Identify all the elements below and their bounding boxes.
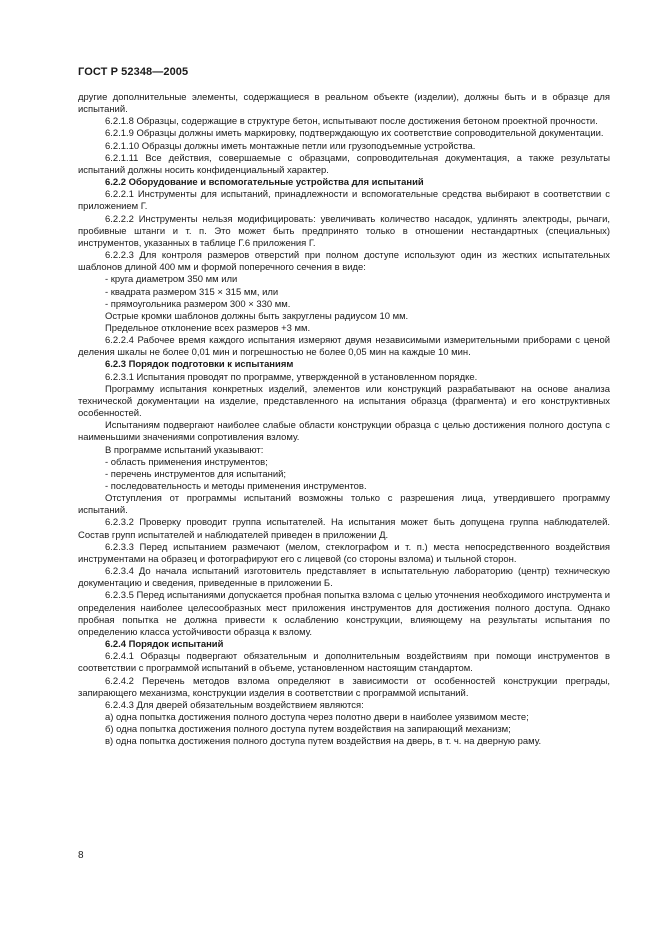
document-header: ГОСТ Р 52348—2005 <box>78 66 189 78</box>
paragraph: - область применения инструментов; <box>105 456 268 468</box>
section-heading: 6.2.2 Оборудование и вспомогательные устройства для испытаний <box>105 177 424 189</box>
paragraph: - прямоугольника размером 300 × 330 мм. <box>105 298 291 310</box>
paragraph: 6.2.4.2 Перечень методов взлома определяют в зависимости от особенностей конструкции преграды, запирающего механизма, конструкции изделия в соответствии с программой испытаний. <box>78 675 610 699</box>
paragraph: Предельное отклонение всех размеров +3 мм. <box>105 322 311 334</box>
paragraph: - квадрата размером 315 × 315 мм, или <box>105 286 279 298</box>
paragraph: 6.2.2.2 Инструменты нельзя модифицировать: увеличивать количество насадок, удлинять электроды, рычаги, пробивные штанги и т. п. Это может быть предпринято только в отношении нестандартных (специальных) инструментов, указанных в таблице Г.6 приложения Г. <box>78 213 610 249</box>
paragraph: В программе испытаний указывают: <box>105 444 264 456</box>
paragraph: в) одна попытка достижения полного доступа путем воздействия на дверь, в т. ч. на дверную раму. <box>105 736 542 748</box>
section-heading: 6.2.4 Порядок испытаний <box>105 639 224 651</box>
paragraph: Испытаниям подвергают наиболее слабые области конструкции образца с целью достижения полного доступа с наименьшими значениями сопротивления взлому. <box>78 420 610 444</box>
paragraph: 6.2.1.11 Все действия, совершаемые с образцами, сопроводительная документация, а также результаты испытаний должны носить конфиденциальный характер. <box>78 152 610 176</box>
paragraph: - перечень инструментов для испытаний; <box>105 468 287 480</box>
paragraph: Программу испытания конкретных изделий, элементов или конструкций разрабатывают на основе анализа технической документации на изделие, представленного на испытания образца (фрагмента) и его конструктивных особенностей. <box>78 383 610 420</box>
paragraph: 6.2.1.8 Образцы, содержащие в структуре бетон, испытывают после достижения бетоном проектной прочности. <box>105 116 598 128</box>
paragraph: 6.2.3.2 Проверку проводит группа испытателей. На испытания может быть допущена группа наблюдателей. Состав групп испытателей и наблюдателей приведен в приложении Д. <box>78 517 610 541</box>
paragraph: 6.2.2.1 Инструменты для испытаний, принадлежности и вспомогательные средства выбирают в соответствии с приложением Г. <box>78 189 610 213</box>
paragraph: 6.2.4.3 Для дверей обязательным воздействием являются: <box>105 699 364 711</box>
paragraph: Отступления от программы испытаний возможны только с разрешения лица, утвердившего программу испытаний. <box>78 493 610 517</box>
document-body <box>78 92 610 748</box>
paragraph: 6.2.2.3 Для контроля размеров отверстий при полном доступе используют один из жестких испытательных шаблонов длиной 400 мм и формой поперечного сечения в виде: <box>78 250 610 274</box>
paragraph: а) одна попытка достижения полного доступа через полотно двери в наиболее уязвимом месте; <box>105 711 529 723</box>
paragraph: 6.2.3.4 До начала испытаний изготовитель представляет в испытательную лабораторию (центр) техническую документацию и сведения, приведенные в приложении Б. <box>78 566 610 590</box>
paragraph: 6.2.3.5 Перед испытаниями допускается пробная попытка взлома с целью уточнения необходимого инструмента и определения наиболее целесообразных мест приложения инструментов для достижения полного доступа. Однако пробная попытка не должна привести к ослаблению конструкции, влияющему на результаты испытания по определению класса устойчивости образца к взлому. <box>78 590 610 638</box>
paragraph: - последовательность и методы применения инструментов. <box>105 481 367 492</box>
paragraph: другие дополнительные элементы, содержащиеся в реальном объекте (изделии), должны быть и в образце для испытаний. <box>78 92 610 116</box>
paragraph: 6.2.1.10 Образцы должны иметь монтажные петли или грузоподъемные устройства. <box>105 140 476 152</box>
paragraph: 6.2.2.4 Рабочее время каждого испытания измеряют двумя независимыми измерительными приборами с ценой деления шкалы не более 0,01 мин и погрешностью не более 0,05 мин на каждые 10 мин. <box>78 335 610 359</box>
section-heading: 6.2.3 Порядок подготовки к испытаниям <box>105 359 294 371</box>
paragraph: 6.2.3.3 Перед испытанием размечают (мелом, стеклографом и т. п.) места непосредственного воздействия инструментами на образец и фотографируют его с лицевой (со стороны взлома) и тыльной сторон. <box>78 541 610 565</box>
paragraph: 6.2.3.1 Испытания проводят по программе, утвержденной в установленном порядке. <box>105 371 478 383</box>
paragraph: Острые кромки шаблонов должны быть закруглены радиусом 10 мм. <box>105 310 409 322</box>
paragraph: б) одна попытка достижения полного доступа путем воздействия на запирающий механизм; <box>105 724 511 736</box>
page-number: 8 <box>78 850 84 861</box>
paragraph: 6.2.4.1 Образцы подвергают обязательным и дополнительным воздействиям при помощи инструментов в соответствии с программой испытаний в объеме, установленном настоящим стандартом. <box>78 651 610 675</box>
paragraph: 6.2.1.9 Образцы должны иметь маркировку, подтверждающую их соответствие сопроводительной документации. <box>105 128 604 140</box>
paragraph: - круга диаметром 350 мм или <box>105 274 238 286</box>
